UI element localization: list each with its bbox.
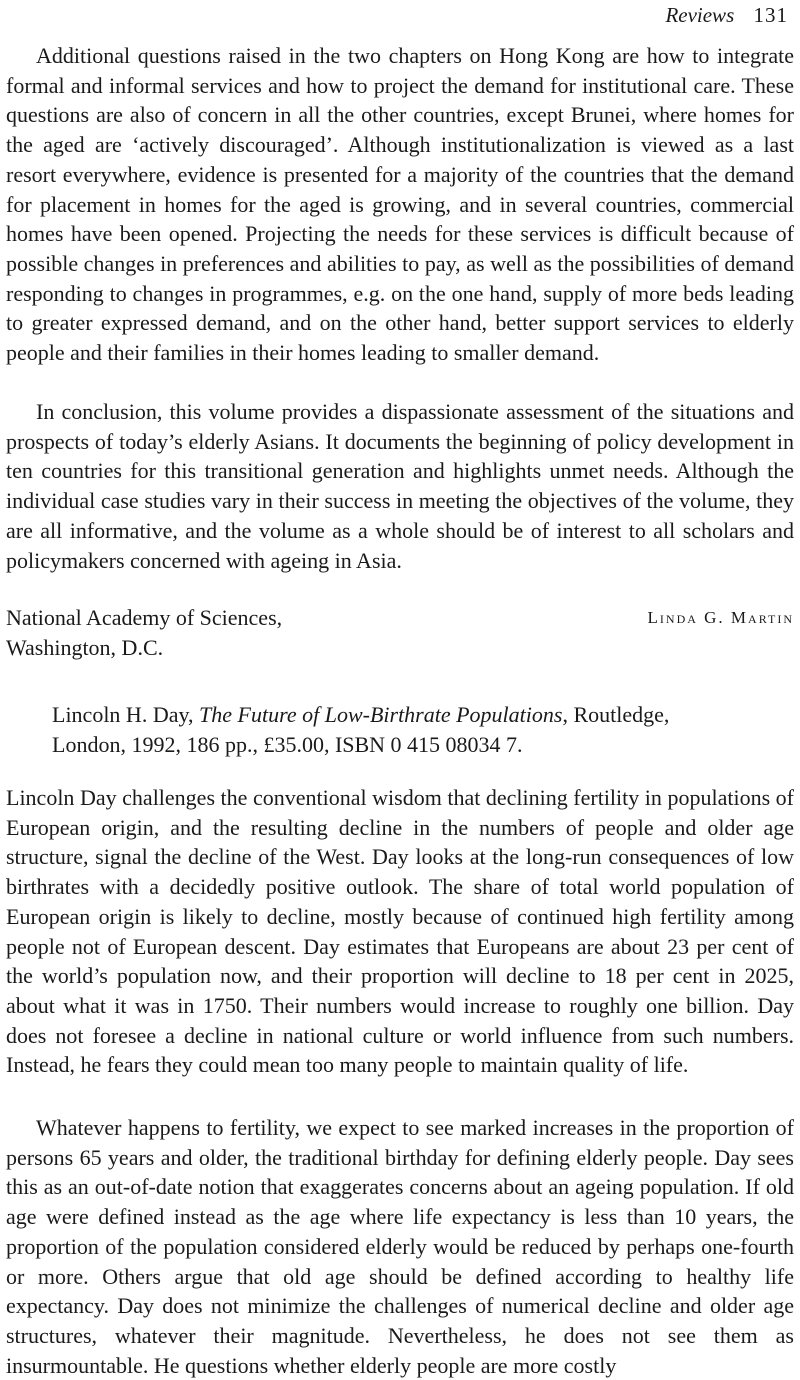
page-number: 131 <box>753 3 788 27</box>
book-publisher: , Routledge, <box>562 702 670 727</box>
institution-line-2: Washington, D.C. <box>6 635 164 660</box>
book-details: London, 1992, 186 pp., £35.00, ISBN 0 415 08034 7. <box>52 732 523 757</box>
reviewer-name: Linda G. Martin <box>647 608 794 627</box>
book-author: Lincoln H. Day, <box>52 702 194 727</box>
review2-paragraph-2: Whatever happens to fertility, we expect to see marked increases in the proportion of persons 65 years and older, the traditional birthday for defining elderly people. Day sees this as an out-of-date notion that exaggerates concerns about an ageing population. If old age were defined instead as the age where life expectancy is less than 10 years, the proportion of the population considered elderly would be reduced by perhaps one-fourth or more. Others argue that old age should be defined according to healthy life expectancy. Day does not minimize the challenges of numerical decline and older age structures, whatever their magnitude. Nevertheless, he does not see them as insurmountable. He questions whether elderly people are more costly <box>6 1115 794 1378</box>
review2-paragraph-1: Lincoln Day challenges the conventional wisdom that declining fertility in populations of European origin, and the resulting decline in the numbers of people and older age structure, signal the decline of the West. Day looks at the long-run consequences of low birthrates with a decidedly positive outlook. The share of total world population of European origin is likely to decline, mostly because of continued high fertility among people not of European descent. Day estimates that Europeans are about 23 per cent of the world’s population now, and their proportion will decline to 18 per cent in 2025, about what it was in 1750. Their numbers would increase to roughly one billion. Day does not foresee a decline in national culture or world influence from such numbers. Instead, he fears they could mean too many people to maintain quality of life. <box>6 785 794 1078</box>
book-citation <box>52 700 794 760</box>
running-head <box>665 2 788 28</box>
institution-line-1: National Academy of Sciences, <box>6 605 283 630</box>
review1-paragraph-2: In conclusion, this volume provides a dispassionate assessment of the situations and prospects of today’s elderly Asians. It documents the beginning of policy development in ten countries for this transitional generation and highlights unmet needs. Although the individual case studies vary in their success in meeting the objectives of the volume, they are all informative, and the volume as a whole should be of interest to all scholars and policymakers concerned with ageing in Asia. <box>6 399 794 573</box>
book-title: The Future of Low-Birthrate Populations <box>199 702 563 727</box>
review1-paragraph-1: Additional questions raised in the two chapters on Hong Kong are how to integrate formal and informal services and how to project the demand for institutional care. These questions are also of concern in all the other countries, except Brunei, where homes for the aged are ‘actively discouraged’. Although institutionalization is viewed as a last resort everywhere, evidence is presented for a majority of the countries that the demand for placement in homes for the aged is growing, and in several countries, commercial homes have been opened. Projecting the needs for these services is difficult because of possible changes in preferences and abilities to pay, as well as the possibilities of demand responding to changes in programmes, e.g. on the one hand, supply of more beds leading to greater expressed demand, and on the other hand, better support services to elderly people and their families in their homes leading to smaller demand. <box>6 43 794 366</box>
running-head-section: Reviews <box>665 3 735 27</box>
reviewer-signature-block <box>6 603 794 663</box>
